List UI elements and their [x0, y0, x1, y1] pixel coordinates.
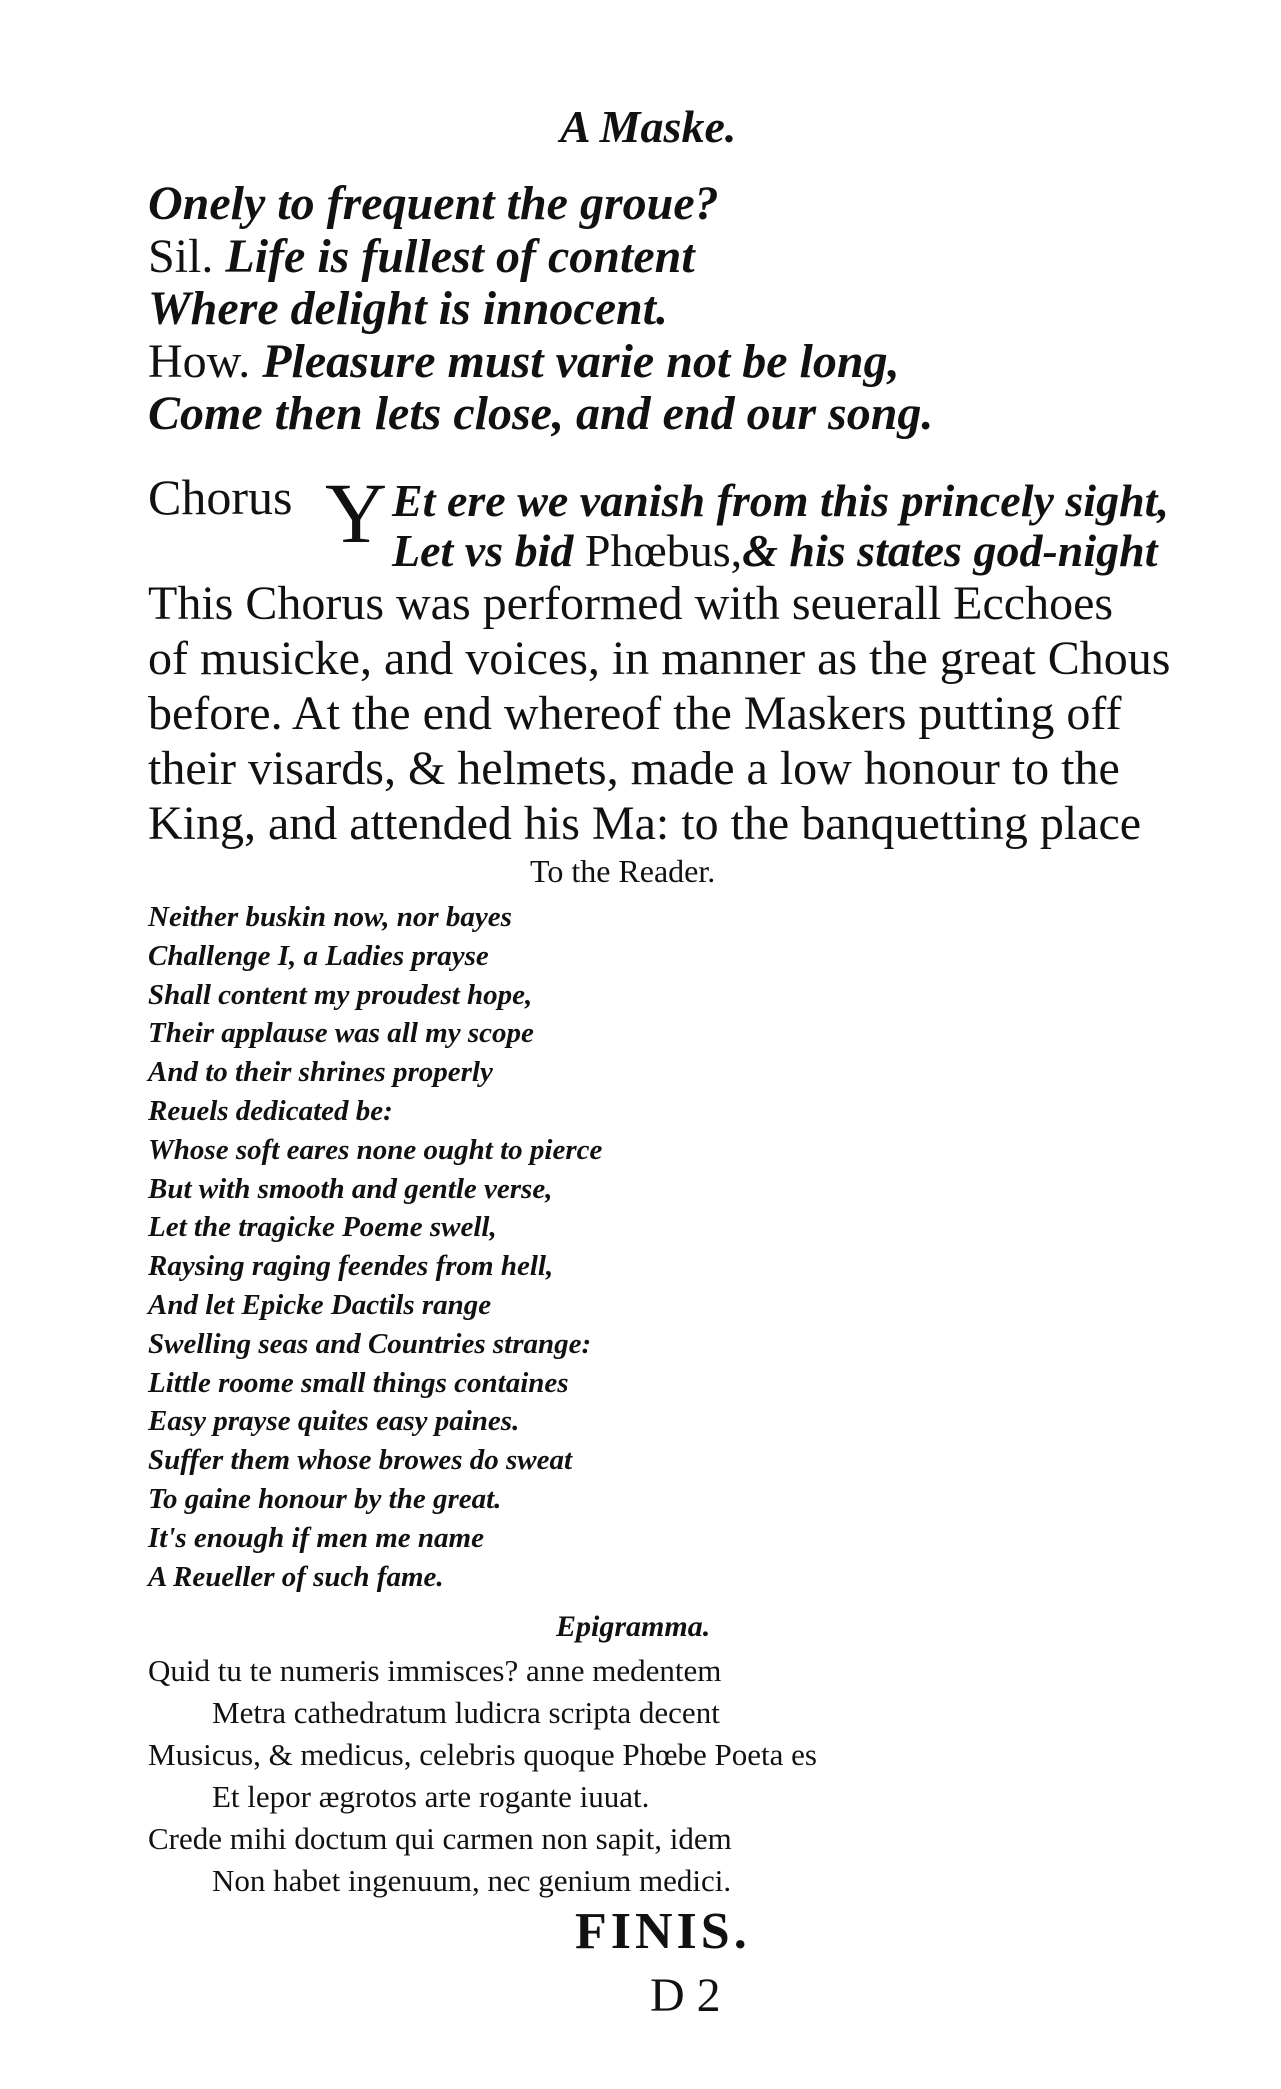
poem-line: Swelling seas and Countries strange:: [148, 1327, 592, 1360]
poem-line: Raysing raging feendes from hell,: [148, 1250, 554, 1283]
song-line: [148, 231, 933, 284]
poem-line: And let Epicke Dactils range: [148, 1288, 492, 1321]
song-line: [148, 336, 933, 389]
running-header: A Maske.: [560, 101, 737, 152]
song-line-text: Life is fullest of content: [225, 229, 695, 283]
signature-mark: D 2: [650, 1969, 721, 2022]
paragraph-line: before. At the end whereof the Maskers putting off: [148, 687, 1122, 740]
poem-line: A Reueller of such fame.: [148, 1560, 444, 1593]
paragraph-line: their visards, & helmets, made a low honour to the: [148, 742, 1120, 795]
phoebus-name: Phœbus,: [584, 525, 743, 576]
epigram-line: Non habet ingenuum, nec genium medici.: [212, 1863, 732, 1898]
poem-line: It's enough if men me name: [148, 1521, 484, 1554]
poem-line: Let the tragicke Poeme swell,: [148, 1211, 497, 1244]
poem-line: Reuels dedicated be:: [148, 1094, 393, 1127]
speaker-name: Sil.: [148, 229, 214, 283]
chorus-line-2-start: Let vs bid: [392, 525, 574, 576]
speaker-name: How.: [148, 334, 251, 388]
poem-line: Whose soft eares none ought to pierce: [148, 1133, 603, 1166]
epigram-line: Crede mihi doctum qui carmen non sapit, idem: [148, 1821, 732, 1856]
poem-line: To gaine honour by the great.: [148, 1482, 502, 1515]
song-line-text: Onely to frequent the groue?: [148, 177, 719, 230]
poem-line: Little roome small things containes: [148, 1366, 569, 1399]
reader-heading: To the Reader.: [530, 853, 716, 889]
epigram-line: Quid tu te numeris immisces? anne medentem: [148, 1653, 722, 1688]
chorus-initial: Y: [325, 465, 388, 561]
song-line-text: Come then lets close, and end our song.: [148, 387, 934, 440]
epigram-line: Et lepor ægrotos arte rogante iuuat.: [212, 1779, 650, 1814]
poem-line: And to their shrines properly: [148, 1056, 493, 1089]
song-line-text: Pleasure must varie not be long,: [262, 334, 900, 388]
poem-line: Neither buskin now, nor bayes: [148, 901, 512, 933]
epigram-heading: Epigramma.: [556, 1610, 711, 1643]
song-line: [148, 178, 933, 231]
song-line-text: Where delight is innocent.: [148, 282, 669, 335]
song-line: [148, 283, 933, 336]
poem-line: Their applause was all my scope: [148, 1017, 534, 1050]
stage-direction-paragraph: [148, 576, 1171, 851]
reader-poem: [148, 898, 602, 1596]
song-dialogue: [148, 178, 933, 441]
latin-epigram: [148, 1650, 817, 1902]
epigram-line: Musicus, & medicus, celebris quoque Phœbe Poeta es: [148, 1737, 817, 1772]
chorus-line-2: [392, 524, 1158, 577]
finis-text: FINIS.: [575, 1903, 751, 1960]
chorus-line-1: Et ere we vanish from this princely sight,: [392, 475, 1169, 526]
chorus-line-2-end: & his states god-night: [742, 525, 1158, 576]
song-line: [148, 388, 933, 441]
paragraph-line: of musicke, and voices, in manner as the great Chous: [148, 632, 1171, 685]
poem-line: Easy prayse quites easy paines.: [148, 1405, 520, 1438]
poem-line: Shall content my proudest hope,: [148, 978, 533, 1011]
epigram-line: Metra cathedratum ludicra scripta decent: [212, 1695, 720, 1730]
poem-line: Challenge I, a Ladies prayse: [148, 939, 489, 972]
poem-line: Suffer them whose browes do sweat: [148, 1444, 573, 1477]
poem-line: But with smooth and gentle verse,: [148, 1172, 553, 1205]
paragraph-line: King, and attended his Ma: to the banquetting place: [148, 797, 1142, 850]
paragraph-line: This Chorus was performed with seuerall Ecchoes: [148, 577, 1114, 630]
chorus-label: Chorus: [148, 469, 293, 525]
